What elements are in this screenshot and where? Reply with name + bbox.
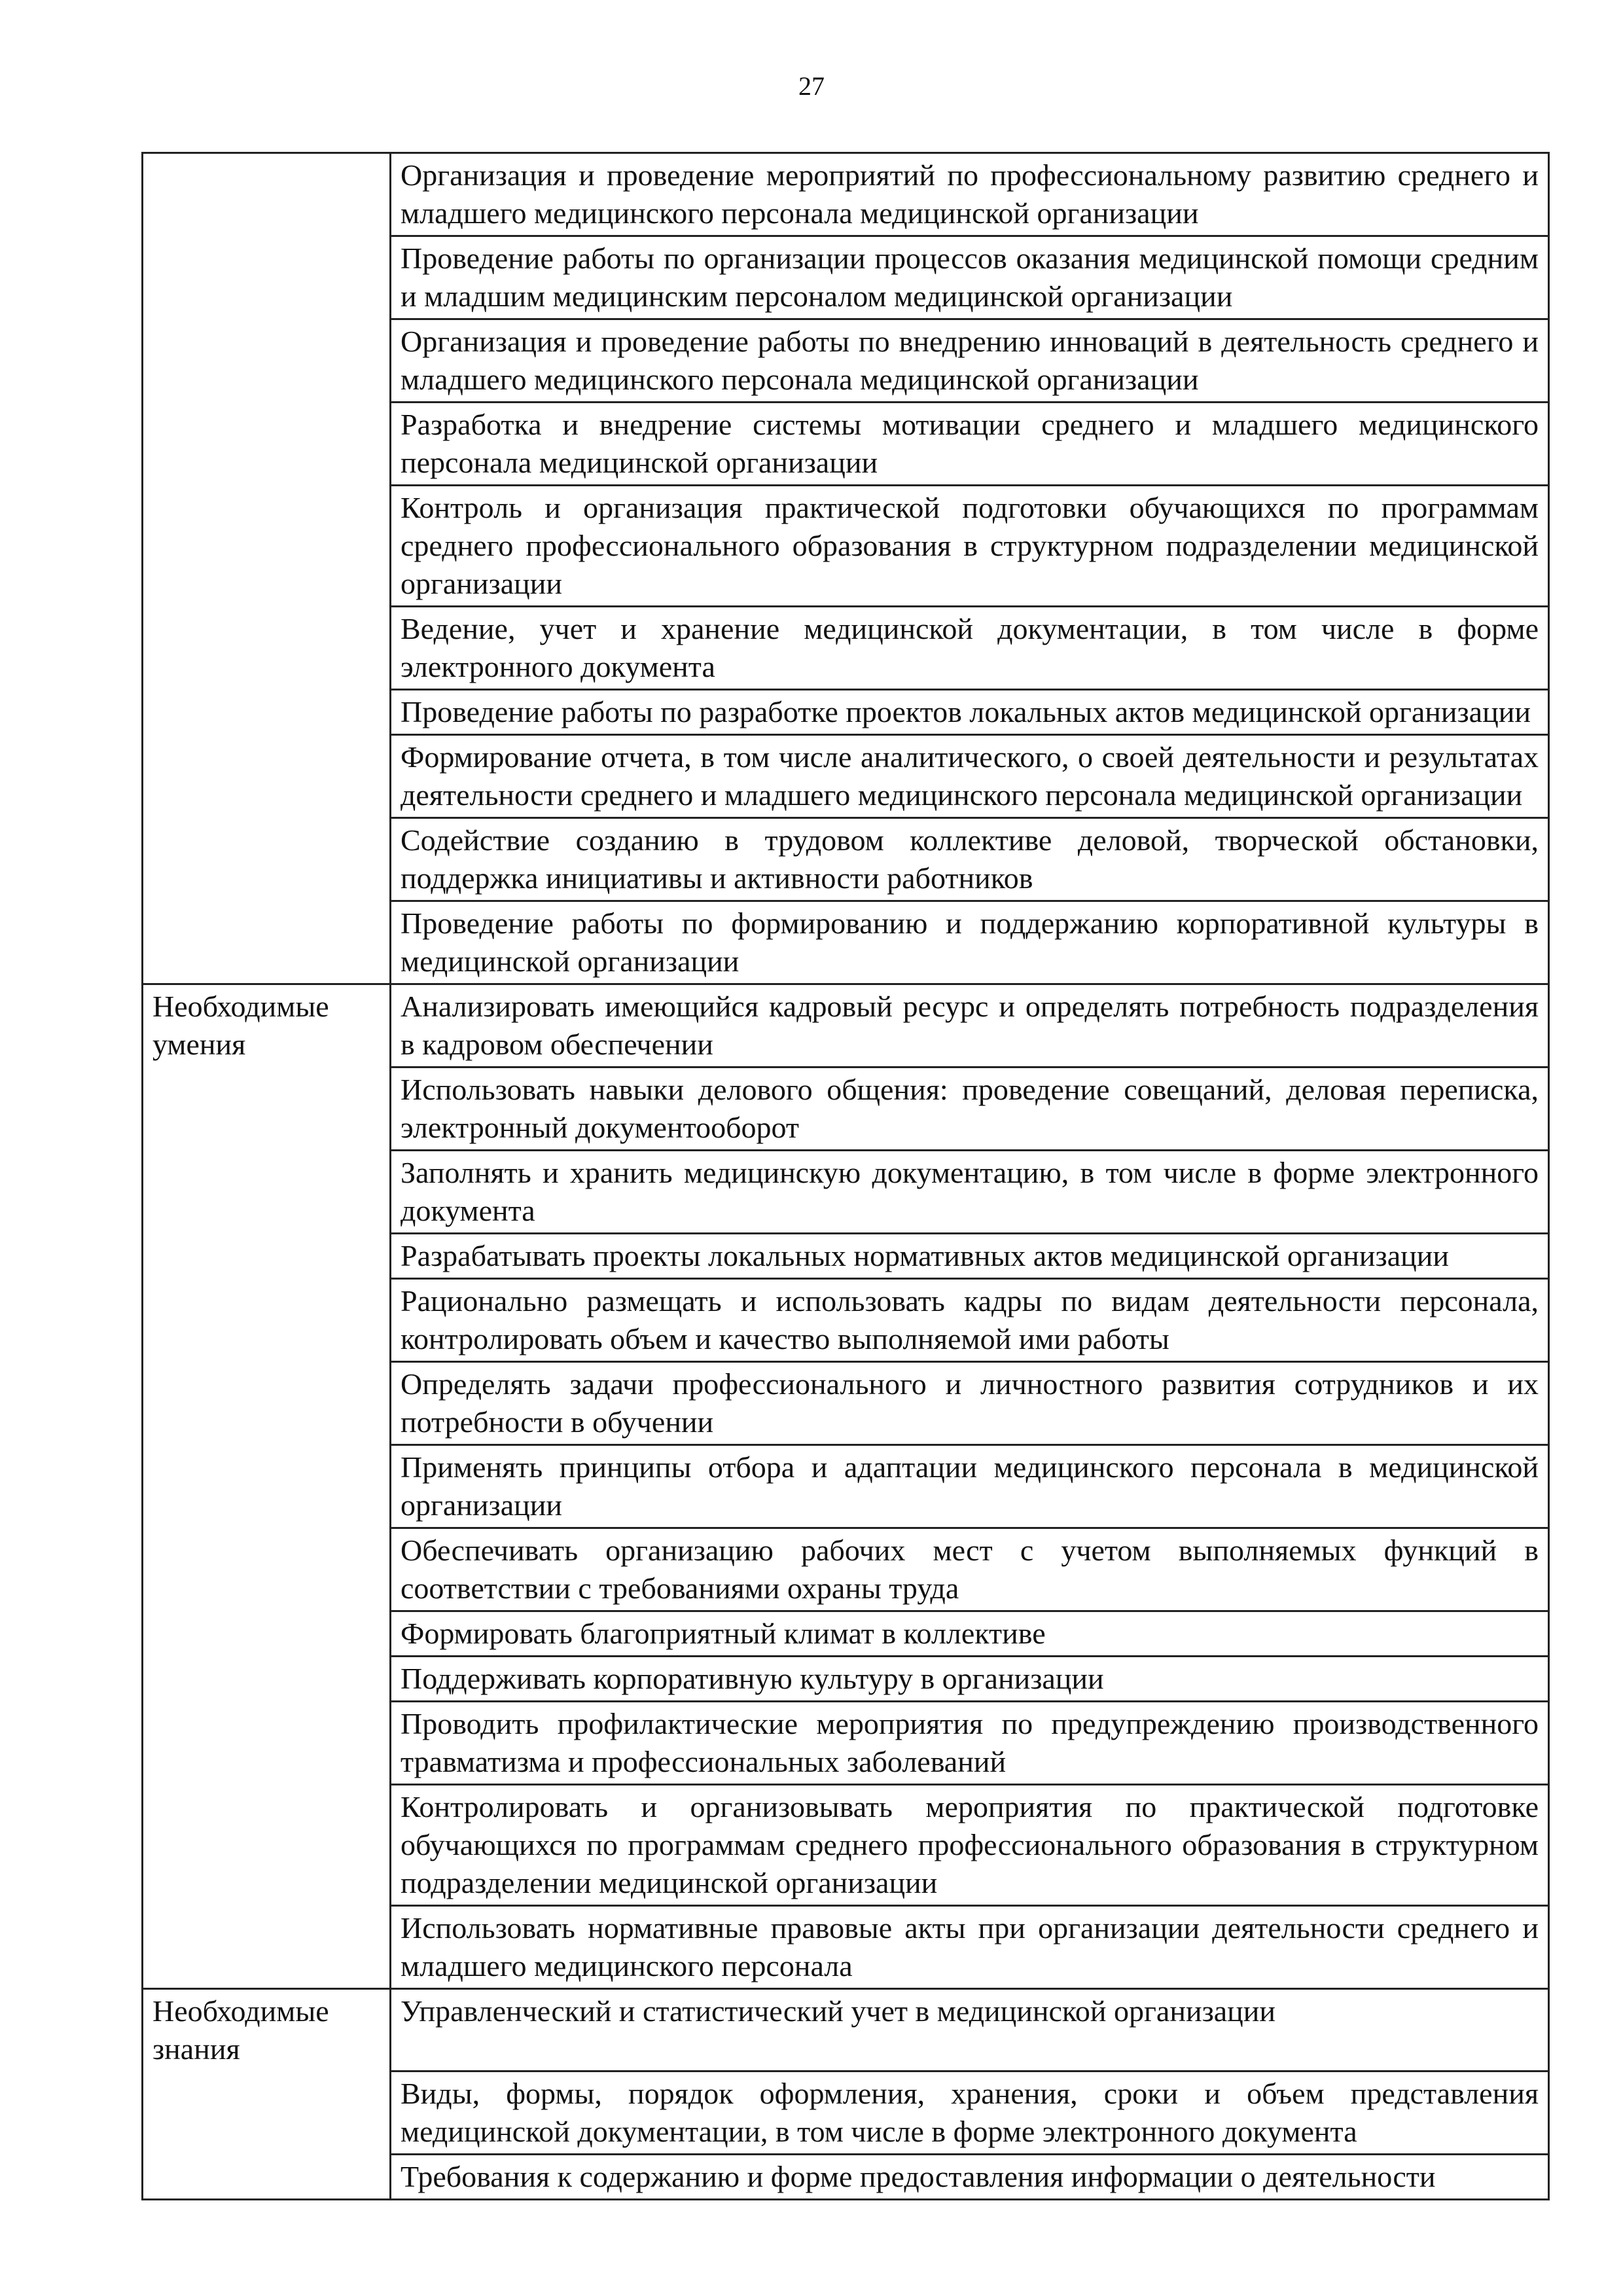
table-body	[143, 153, 1549, 2200]
requirement-text: Организация и проведение работы по внедрению инноваций в деятельность среднего и младшего медицинского персонала медицинской организации	[391, 319, 1549, 403]
requirement-text: Заполнять и хранить медицинскую документацию, в том числе в форме электронного документа	[391, 1151, 1549, 1234]
row-label-cell	[143, 1234, 391, 1279]
row-label-cell	[143, 1785, 391, 1906]
requirement-text: Контроль и организация практической подготовки обучающихся по программам среднего профессионального образования в структурном подразделении медицинской организации	[391, 486, 1549, 607]
row-label-cell	[143, 690, 391, 735]
table-row	[143, 486, 1549, 607]
row-label-cell	[143, 607, 391, 690]
table-row	[143, 319, 1549, 403]
requirement-text: Организация и проведение мероприятий по профессиональному развитию среднего и младшего медицинского персонала медицинской организации	[391, 153, 1549, 236]
row-label-cell	[143, 1906, 391, 1989]
table-row	[143, 2154, 1549, 2199]
table-row	[143, 690, 1549, 735]
row-label-cell	[143, 735, 391, 818]
requirement-text: Проведение работы по разработке проектов локальных актов медицинской организации	[391, 690, 1549, 735]
requirement-text: Управленческий и статистический учет в медицинской организации	[391, 1989, 1549, 2072]
row-label-cell	[143, 901, 391, 984]
requirement-text: Поддерживать корпоративную культуру в организации	[391, 1657, 1549, 1702]
table-row	[143, 2071, 1549, 2154]
table-row	[143, 901, 1549, 984]
table-row	[143, 1362, 1549, 1445]
requirement-text: Разрабатывать проекты локальных нормативных актов медицинской организации	[391, 1234, 1549, 1279]
row-label-cell	[143, 1445, 391, 1528]
table-row	[143, 153, 1549, 236]
table-row	[143, 1611, 1549, 1657]
row-label-cell	[143, 403, 391, 486]
table-row	[143, 1234, 1549, 1279]
table-row	[143, 1528, 1549, 1611]
table-row	[143, 403, 1549, 486]
row-label-cell	[143, 2154, 391, 2199]
requirement-text: Рационально размещать и использовать кадры по видам деятельности персонала, контролировать объем и качество выполняемой ими работы	[391, 1279, 1549, 1362]
row-label-cell	[143, 1611, 391, 1657]
requirement-text: Формировать благоприятный климат в коллективе	[391, 1611, 1549, 1657]
requirement-text: Определять задачи профессионального и личностного развития сотрудников и их потребности в обучении	[391, 1362, 1549, 1445]
group-label: Необходимые умения	[152, 990, 329, 1061]
table-row	[143, 1445, 1549, 1528]
row-label-cell	[143, 486, 391, 607]
row-label-cell	[143, 319, 391, 403]
row-label-cell	[143, 1362, 391, 1445]
table-row	[143, 1657, 1549, 1702]
requirement-text: Проведение работы по формированию и поддержанию корпоративной культуры в медицинской организации	[391, 901, 1549, 984]
table-row	[143, 1151, 1549, 1234]
page-number: 27	[798, 71, 825, 101]
requirement-text: Разработка и внедрение системы мотивации среднего и младшего медицинского персонала медицинской организации	[391, 403, 1549, 486]
row-label-cell	[143, 1151, 391, 1234]
row-label-cell	[143, 1279, 391, 1362]
requirement-text: Содействие созданию в трудовом коллективе деловой, творческой обстановки, поддержка инициативы и активности работников	[391, 818, 1549, 901]
requirement-text: Использовать навыки делового общения: проведение совещаний, деловая переписка, электронный документооборот	[391, 1067, 1549, 1151]
row-label-cell	[143, 153, 391, 236]
row-label-cell	[143, 1989, 391, 2072]
row-label-cell	[143, 1067, 391, 1151]
table-row	[143, 984, 1549, 1067]
requirement-text: Контролировать и организовывать мероприятия по практической подготовке обучающихся по программам среднего профессионального образования в структурном подразделении медицинской организации	[391, 1785, 1549, 1906]
table-row	[143, 1906, 1549, 1989]
table-row	[143, 236, 1549, 319]
row-label-cell	[143, 1702, 391, 1785]
requirements-table	[141, 152, 1550, 2200]
table-row	[143, 1067, 1549, 1151]
requirement-text: Обеспечивать организацию рабочих мест с учетом выполняемых функций в соответствии с требованиями охраны труда	[391, 1528, 1549, 1611]
requirement-text: Применять принципы отбора и адаптации медицинского персонала в медицинской организации	[391, 1445, 1549, 1528]
table-row	[143, 1989, 1549, 2072]
requirement-text: Требования к содержанию и форме предоставления информации о деятельности	[391, 2154, 1549, 2199]
requirement-text: Виды, формы, порядок оформления, хранения, сроки и объем представления медицинской документации, в том числе в форме электронного документа	[391, 2071, 1549, 2154]
requirement-text: Использовать нормативные правовые акты при организации деятельности среднего и младшего медицинского персонала	[391, 1906, 1549, 1989]
table-row	[143, 1279, 1549, 1362]
group-label: Необходимые знания	[152, 1994, 329, 2066]
table-row	[143, 818, 1549, 901]
requirement-text: Анализировать имеющийся кадровый ресурс и определять потребность подразделения в кадровом обеспечении	[391, 984, 1549, 1067]
row-label-cell	[143, 818, 391, 901]
table-row	[143, 1785, 1549, 1906]
table-row	[143, 1702, 1549, 1785]
row-label-cell	[143, 236, 391, 319]
table-row	[143, 607, 1549, 690]
row-label-cell	[143, 1657, 391, 1702]
requirement-text: Формирование отчета, в том числе аналитического, о своей деятельности и результатах деятельности среднего и младшего медицинского персонала медицинской организации	[391, 735, 1549, 818]
requirement-text: Ведение, учет и хранение медицинской документации, в том числе в форме электронного документа	[391, 607, 1549, 690]
row-label-cell	[143, 2071, 391, 2154]
requirement-text: Проводить профилактические мероприятия по предупреждению производственного травматизма и профессиональных заболеваний	[391, 1702, 1549, 1785]
row-label-cell	[143, 1528, 391, 1611]
row-label-cell	[143, 984, 391, 1067]
table-row	[143, 735, 1549, 818]
requirement-text: Проведение работы по организации процессов оказания медицинской помощи средним и младшим медицинским персоналом медицинской организации	[391, 236, 1549, 319]
